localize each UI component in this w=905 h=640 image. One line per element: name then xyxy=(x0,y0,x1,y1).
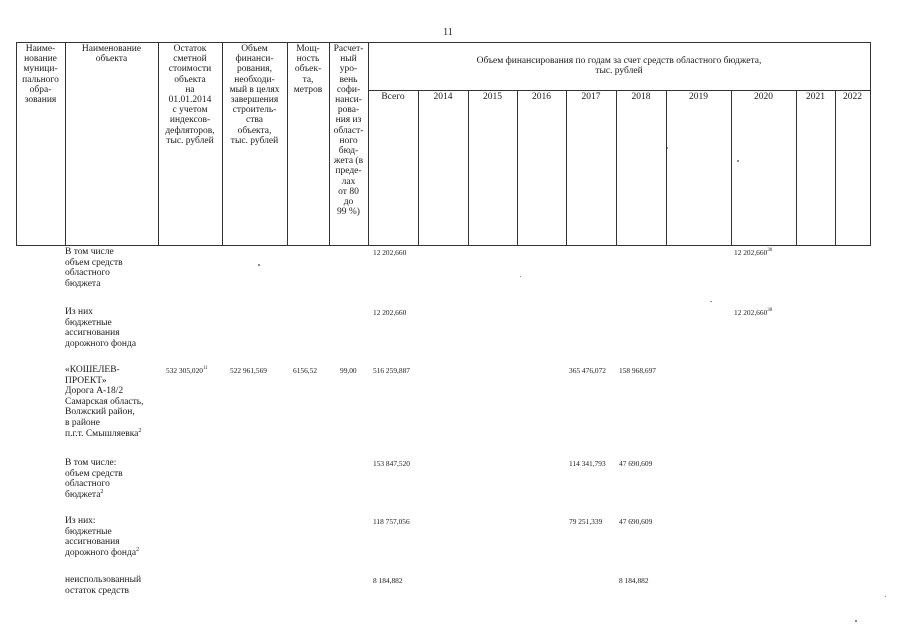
scan-speck xyxy=(855,620,857,622)
footnote-marker: 30 xyxy=(767,308,773,313)
table-border-bottom-header xyxy=(16,245,870,246)
scan-speck xyxy=(885,596,886,597)
cell-value: 8 184,882 xyxy=(619,576,649,585)
header-remaining: Остаток сметной стоимости объекта на 01.01.2014 с учетом индексов- дефляторов, тыс. рублей xyxy=(165,44,215,146)
cell-value: 79 251,339 xyxy=(569,517,603,526)
year-column-divider xyxy=(616,90,617,246)
cell-value: 153 847,520 xyxy=(373,459,410,468)
header-capacity: Мощ- ность объек- та, метров xyxy=(293,44,323,95)
header-group-title: Объем финансирования по годам за счет средств областного бюджета, тыс. рублей xyxy=(476,56,762,77)
header-year-0: Всего xyxy=(381,92,405,102)
year-column-divider xyxy=(666,90,667,246)
table-border-top xyxy=(16,42,870,43)
cell-value: 8 184,882 xyxy=(373,576,403,585)
row-5-y2018 xyxy=(619,576,649,585)
column-divider xyxy=(65,42,66,246)
row-3-y2018 xyxy=(619,459,652,468)
scan-speck xyxy=(667,147,668,149)
page-number: 11 xyxy=(443,27,453,38)
column-divider xyxy=(158,42,159,246)
column-divider xyxy=(16,42,17,246)
year-column-divider xyxy=(731,90,732,246)
row-3-y2017 xyxy=(569,459,606,468)
cell-value: 47 690,609 xyxy=(619,459,653,468)
row-1-y2020 xyxy=(734,308,772,317)
row-2-volume xyxy=(230,366,267,375)
cell-value: 365 476,072 xyxy=(569,366,606,375)
scan-speck xyxy=(258,264,260,266)
cell-value: 12 202,660 xyxy=(734,308,768,317)
footnote-marker: 2 xyxy=(138,427,142,434)
cell-value: 118 757,056 xyxy=(373,517,410,526)
header-year-8: 2021 xyxy=(806,92,825,102)
year-column-divider xyxy=(566,90,567,246)
scan-speck xyxy=(520,276,521,277)
header-year-4: 2017 xyxy=(581,92,601,102)
row-4-y2018 xyxy=(619,517,652,526)
header-year-9: 2022 xyxy=(843,92,862,102)
column-divider xyxy=(870,42,871,246)
row-2-y2017 xyxy=(569,366,606,375)
year-column-divider xyxy=(468,90,469,246)
row-3-name xyxy=(65,458,165,500)
footnote-marker: 2 xyxy=(136,546,140,553)
cell-value: 99,00 xyxy=(340,366,357,375)
cell-value: 12 202,660 xyxy=(373,248,407,257)
row-2-total xyxy=(373,366,410,375)
column-divider xyxy=(368,42,369,246)
row-0-y2020 xyxy=(734,248,772,257)
header-year-2: 2015 xyxy=(483,92,502,102)
year-column-divider xyxy=(418,90,419,246)
scan-speck xyxy=(710,301,712,302)
row-4-name xyxy=(65,516,165,558)
year-column-divider xyxy=(796,90,797,246)
row-0-total xyxy=(373,248,406,257)
cell-value: 47 690,609 xyxy=(619,517,653,526)
row-0-name xyxy=(65,247,165,289)
header-year-7: 2020 xyxy=(754,92,773,102)
row-2-remaining xyxy=(166,366,208,375)
row-4-y2017 xyxy=(569,517,602,526)
object-name-text: В том числе: объем средств областного бюджета xyxy=(65,458,123,500)
row-2-name xyxy=(65,365,165,439)
object-name-text: Из них: бюджетные ассигнования дорожного фонда xyxy=(65,516,137,558)
column-divider xyxy=(287,42,288,246)
header-share: Расчет- ный уро- вень софи- нанси- рова- ния из област- ного бюд- жета (в преде- лах от 80 до 99 %) xyxy=(333,44,364,218)
row-1-total xyxy=(373,308,406,317)
header-year-5: 2018 xyxy=(631,92,651,102)
header-municipality: Наиме- нование муници- пального обра- зования xyxy=(22,44,59,106)
footnote-marker: 11 xyxy=(202,366,208,371)
header-year-1: 2014 xyxy=(433,92,453,102)
scan-speck xyxy=(737,160,739,162)
header-volume: Объем финанси- рования, необходи- мый в целях завершения строитель- ства объекта, тыс. рублей xyxy=(229,44,280,146)
header-year-3: 2016 xyxy=(532,92,551,102)
row-4-total xyxy=(373,517,410,526)
column-divider xyxy=(222,42,223,246)
footnote-marker: 2 xyxy=(100,488,104,495)
footnote-marker: 30 xyxy=(767,248,773,253)
row-5-total xyxy=(373,576,403,585)
row-1-name xyxy=(65,307,165,349)
cell-value: 114 341,793 xyxy=(569,459,606,468)
object-name-text: «КОШЕЛЕВ- ПРОЕКТ» Дорога А-18/2 Самарская область, Волжский район, в районе п.г.т. Смышляевка xyxy=(65,365,144,439)
year-column-divider xyxy=(835,90,836,246)
year-column-divider xyxy=(517,90,518,246)
object-name-text: неиспользованный остаток средств xyxy=(65,575,142,596)
object-name-text: В том числе объем средств областного бюджета xyxy=(65,247,123,289)
row-2-y2018 xyxy=(619,366,656,375)
row-2-share xyxy=(340,366,357,375)
cell-value: 532 305,020 xyxy=(166,366,203,375)
cell-value: 516 259,887 xyxy=(373,366,410,375)
cell-value: 12 202,660 xyxy=(373,308,407,317)
row-3-total xyxy=(373,459,410,468)
header-object: Наименование объекта xyxy=(81,44,142,65)
object-name-text: Из них бюджетные ассигнования дорожного фонда xyxy=(65,307,137,349)
cell-value: 12 202,660 xyxy=(734,248,768,257)
row-5-name xyxy=(65,575,165,596)
years-row-divider xyxy=(368,90,870,91)
column-divider xyxy=(329,42,330,246)
cell-value: 522 961,569 xyxy=(230,366,267,375)
row-2-capacity xyxy=(293,366,317,375)
header-year-6: 2019 xyxy=(689,92,708,102)
cell-value: 6156,52 xyxy=(293,366,318,375)
cell-value: 158 968,697 xyxy=(619,366,656,375)
